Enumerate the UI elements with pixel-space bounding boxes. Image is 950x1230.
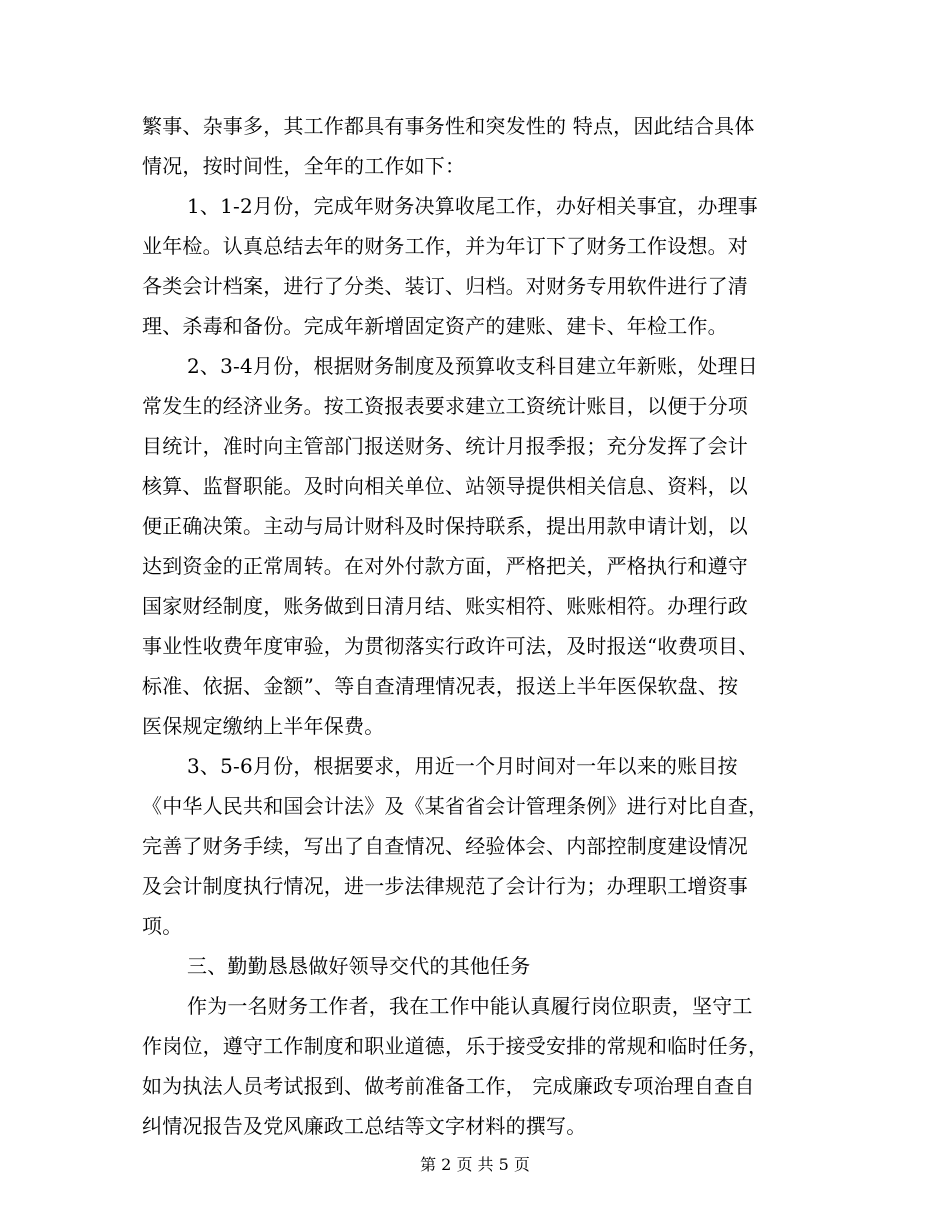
text-line: 业年检。认真总结去年的财务工作，并为年订下了财务工作设想。对 <box>142 234 748 258</box>
text-line: 事业性收费年度审验，为贯彻落实行政许可法，及时报送“收费项目、 <box>142 634 759 658</box>
document-body <box>142 106 807 1146</box>
text-line: 如为执法人员考试报到、做考前准备工作， 完成廉政专项治理自查自 <box>142 1074 755 1098</box>
text-line: 理、杀毒和备份。完成年新增固定资产的建账、建卡、年检工作。 <box>142 314 728 338</box>
text-line: 作岗位，遵守工作制度和职业道德，乐于接受安排的常规和临时任务， <box>142 1034 769 1058</box>
page-number-footer: 第 2 页 共 5 页 <box>420 1155 530 1174</box>
text-line: 及会计制度执行情况，进一步法律规范了会计行为；办理职工增资事 <box>142 874 748 898</box>
text-line: 便正确决策。主动与局计财科及时保持联系，提出用款申请计划，以 <box>142 514 748 538</box>
text-line: 核算、监督职能。及时向相关单位、站领导提供相关信息、资料，以 <box>142 474 748 498</box>
text-line: 作为一名财务工作者，我在工作中能认真履行岗位职责，坚守工 <box>187 994 753 1018</box>
text-line: 1、1-2月份，完成年财务决算收尾工作，办好相关事宜，办理事 <box>187 194 758 218</box>
text-line: 各类会计档案，进行了分类、装订、归档。对财务专用软件进行了清 <box>142 274 748 298</box>
text-line: 2、3-4月份，根据财务制度及预算收支科目建立年新账，处理日 <box>187 354 758 378</box>
text-line: 标准、依据、金额”、等自查清理情况表，报送上半年医保软盘、按 <box>142 674 739 698</box>
text-line: 3、5-6月份，根据要求，用近一个月时间对一年以来的账目按 <box>187 754 738 778</box>
section-heading: 三、勤勤恳恳做好领导交代的其他任务 <box>187 954 531 978</box>
text-line: 繁事、杂事多，其工作都具有事务性和突发性的 特点，因此结合具体 <box>142 114 755 138</box>
text-line: 常发生的经济业务。按工资报表要求建立工资统计账目，以便于分项 <box>142 394 748 418</box>
text-line: 项。 <box>142 914 183 938</box>
text-line: 完善了财务手续，写出了自查情况、经验体会、内部控制度建设情况 <box>142 834 748 858</box>
text-line: 《中华人民共和国会计法》及《某省省会计管理条例》进行对比自查， <box>142 794 769 818</box>
text-line: 情况，按时间性，全年的工作如下： <box>142 154 466 178</box>
text-line: 纠情况报告及党风廉政工总结等文字材料的撰写。 <box>142 1114 587 1138</box>
text-line: 达到资金的正常周转。在对外付款方面，严格把关，严格执行和遵守 <box>142 554 748 578</box>
text-line: 目统计，准时向主管部门报送财务、统计月报季报；充分发挥了会计 <box>142 434 748 458</box>
text-line: 国家财经制度，账务做到日清月结、账实相符、账账相符。办理行政 <box>142 594 748 618</box>
text-line: 医保规定缴纳上半年保费。 <box>142 714 385 738</box>
